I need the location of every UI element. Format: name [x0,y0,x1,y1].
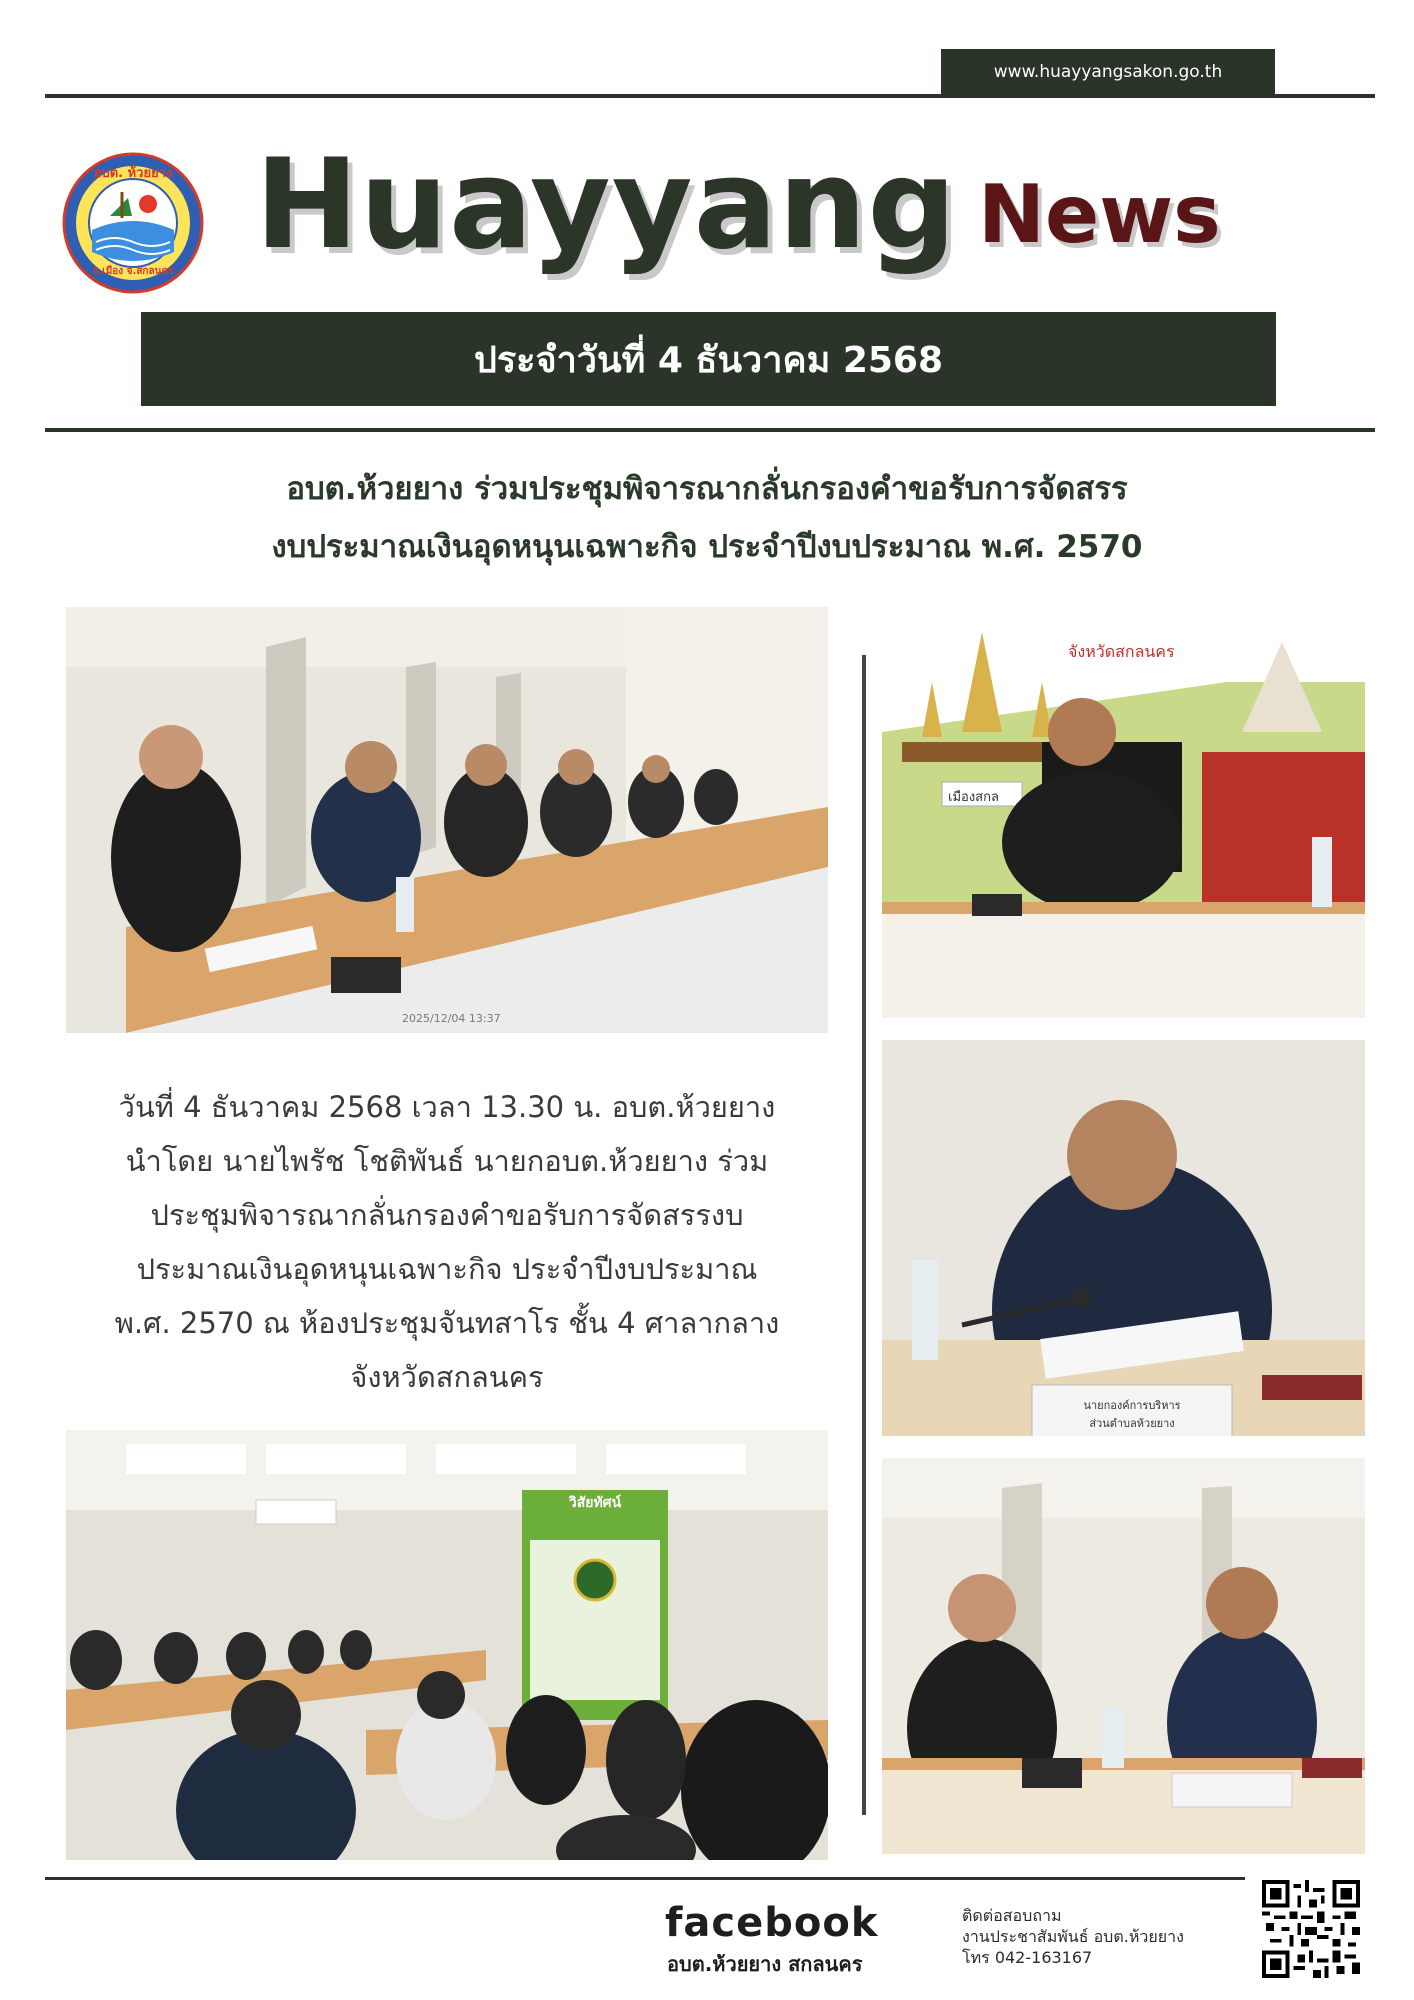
top-divider [45,94,1375,98]
header-divider [45,428,1375,432]
masthead-subtitle: News [978,168,1221,261]
photo-banner-text: วิสัยทัศน์ [568,1495,622,1511]
headline-line: อบต.ห้วยยาง ร่วมประชุมพิจารณากลั่นกรองคำขอรับการจัดสรร [286,471,1128,507]
body-line: นำโดย นายไพรัช โชติพันธ์ นายกอบต.ห้วยยาง ร่วม [125,1144,769,1178]
footer-divider [45,1877,1245,1880]
body-line: ประมาณเงินอุดหนุนเฉพาะกิจ ประจำปีงบประมาณ [136,1252,758,1286]
nameplate-line-2: ส่วนตำบลห้วยยาง [1089,1417,1175,1430]
photo-timestamp: 2025/12/04 13:37 [402,1012,501,1025]
headline-line: งบประมาณเงินอุดหนุนเฉพาะกิจ ประจำปีงบประมาณ พ.ศ. 2570 [271,529,1143,565]
body-line: จังหวัดสกลนคร [350,1360,544,1394]
photo-banner-province: จังหวัดสกลนคร [1068,642,1175,661]
logo [62,152,204,294]
contact-line: งานประชาสัมพันธ์ อบต.ห้วยยาง [962,1927,1184,1946]
website-url[interactable]: www.huayyangsakon.go.th [993,61,1223,82]
photo-sign-text: เมืองสกล [948,790,999,805]
qr-code-icon[interactable] [1262,1880,1360,1978]
logo-text-bottom: อ.เมือง จ.สกลนคร [92,266,174,277]
photo-chairman [882,622,1365,1018]
issue-date: ประจำวันที่ 4 ธันวาคม 2568 [473,339,944,381]
photo-two-participants [882,1458,1365,1854]
masthead-title: Huayyang [255,133,958,277]
photo-conference-room [66,1430,828,1860]
contact-info [962,1905,1184,1968]
body-line: พ.ศ. 2570 ณ ห้องประชุมจันทสาโร ชั้น 4 ศาลากลาง [114,1306,780,1340]
article-body [62,1080,832,1404]
logo-text-top: อบต. ห้วยยาง [93,166,173,181]
issue-date-bar [141,312,1276,406]
contact-line: ติดต่อสอบถาม [962,1906,1062,1925]
photo-mayor-reading [882,1040,1365,1436]
contact-phone[interactable]: โทร 042-163167 [962,1948,1093,1967]
website-badge[interactable] [941,49,1275,94]
column-divider [862,655,866,1815]
photo-meeting-table [66,607,828,1033]
facebook-page-name[interactable]: อบต.ห้วยยาง สกลนคร [667,1952,863,1976]
nameplate-line-1: นายกองค์การบริหาร [1083,1399,1181,1412]
body-line: วันที่ 4 ธันวาคม 2568 เวลา 13.30 น. อบต.ห้วยยาง [118,1090,776,1124]
body-line: ประชุมพิจารณากลั่นกรองคำขอรับการจัดสรรงบ [150,1198,744,1232]
facebook-logo-text[interactable]: facebook [665,1900,879,1946]
article-headline [60,460,1354,576]
